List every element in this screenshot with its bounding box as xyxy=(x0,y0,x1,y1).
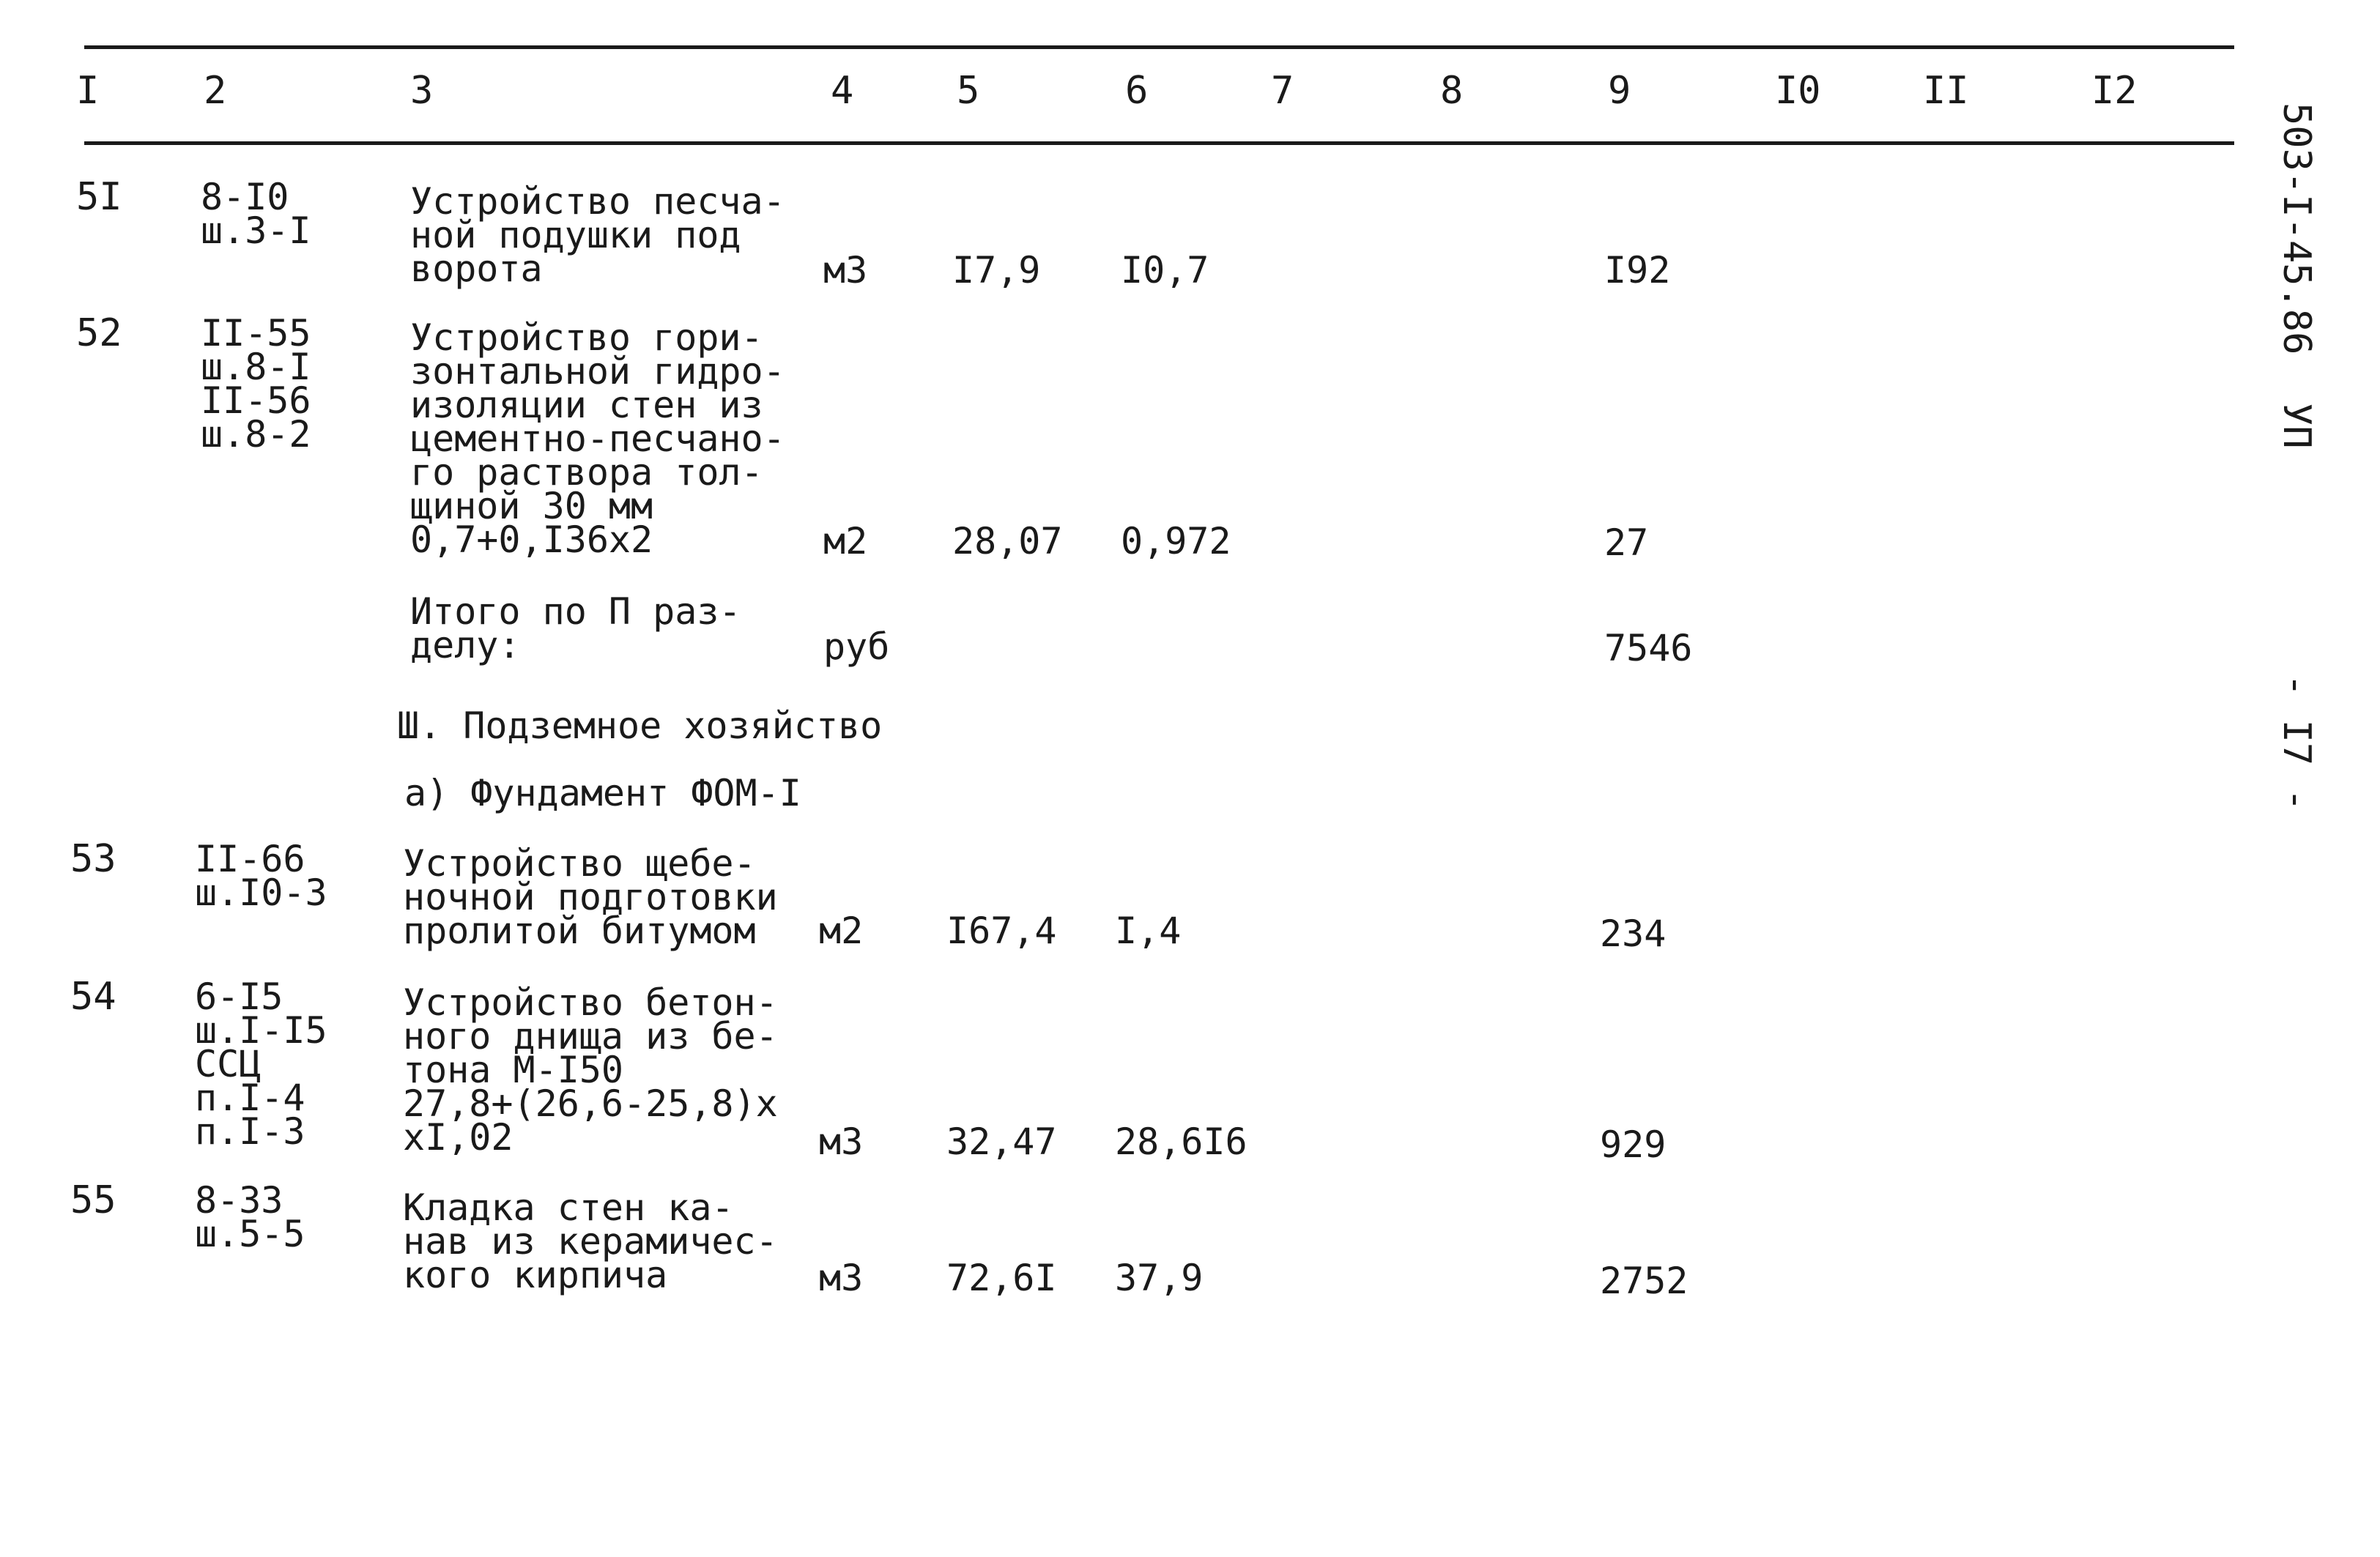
column-header-11: II xyxy=(1923,69,1969,113)
subtotal-label: Итого по П раз- делу: xyxy=(410,590,741,666)
total-cost: 2752 xyxy=(1600,1260,1688,1302)
table-top-rule xyxy=(84,45,2234,49)
column-header-5: 5 xyxy=(957,69,980,113)
column-header-7: 7 xyxy=(1271,69,1294,113)
sheet-mark: УП xyxy=(2275,403,2318,449)
norm-code: 6-I5 ш.I-I5 ССЦ п.I-4 п.I-3 xyxy=(195,976,327,1153)
total-cost: 27 xyxy=(1604,521,1649,564)
quantity: I7,9 xyxy=(952,249,1041,291)
work-description: Устройство щебе- ночной подготовки пролитой битумом xyxy=(403,842,778,952)
side-stamp xyxy=(2264,103,2329,835)
work-description: Устройство песча- ной подушки под ворота xyxy=(410,180,785,290)
table-header-rule xyxy=(84,141,2234,145)
page-number: - I7 - xyxy=(2275,674,2318,811)
document-code: 503-I-45.86 xyxy=(2275,103,2318,355)
work-description: Устройство гори- зонтальной гидро- изоляции стен из цементно-песчано- го раствора тол- щиной 30 мм 0,7+0,I36х2 xyxy=(410,316,785,561)
unit: м3 xyxy=(823,249,868,291)
column-header-2: 2 xyxy=(204,69,227,113)
column-header-8: 8 xyxy=(1440,69,1464,113)
quantity: 32,47 xyxy=(946,1121,1057,1163)
column-header-9: 9 xyxy=(1608,69,1631,113)
quantity: 28,07 xyxy=(952,520,1063,562)
column-header-12: I2 xyxy=(2091,69,2138,113)
unit-price: I,4 xyxy=(1115,910,1182,952)
row-number: 54 xyxy=(70,975,116,1019)
section-heading: Ш. Подземное хозяйство xyxy=(397,705,883,747)
unit: м3 xyxy=(819,1121,864,1163)
unit: м2 xyxy=(819,910,864,952)
subtotal-total: 7546 xyxy=(1604,627,1693,669)
column-header-6: 6 xyxy=(1125,69,1149,113)
norm-code: II-66 ш.I0-3 xyxy=(195,838,327,914)
quantity: 72,6I xyxy=(946,1257,1057,1299)
work-description: Устройство бетон- ного днища из бе- тона М-I50 27,8+(26,6-25,8)х хI,02 xyxy=(403,981,778,1159)
total-cost: 929 xyxy=(1600,1123,1667,1166)
column-header-4: 4 xyxy=(831,69,854,113)
unit-price: 0,972 xyxy=(1121,520,1231,562)
row-number: 55 xyxy=(70,1178,116,1222)
row-number: 5I xyxy=(76,175,122,219)
subtotal-unit: руб xyxy=(823,625,890,668)
subsection-heading: а) Фундамент ФОМ-I xyxy=(404,772,801,814)
unit-price: 28,6I6 xyxy=(1115,1121,1248,1163)
quantity: I67,4 xyxy=(946,910,1057,952)
norm-code: II-55 ш.8-I II-56 ш.8-2 xyxy=(201,312,311,456)
row-number: 52 xyxy=(76,311,122,355)
unit: м2 xyxy=(823,520,868,562)
norm-code: 8-I0 ш.3-I xyxy=(201,176,311,252)
column-header-1: I xyxy=(76,69,100,113)
total-cost: 234 xyxy=(1600,913,1667,955)
work-description: Кладка стен ка- нав из керамичес- кого кирпича xyxy=(403,1186,778,1296)
column-header-10: I0 xyxy=(1775,69,1821,113)
unit-price: I0,7 xyxy=(1121,249,1209,291)
total-cost: I92 xyxy=(1604,249,1671,291)
unit: м3 xyxy=(819,1257,864,1299)
norm-code: 8-33 ш.5-5 xyxy=(195,1179,305,1255)
column-header-3: 3 xyxy=(410,69,434,113)
unit-price: 37,9 xyxy=(1115,1257,1204,1299)
row-number: 53 xyxy=(70,837,116,881)
